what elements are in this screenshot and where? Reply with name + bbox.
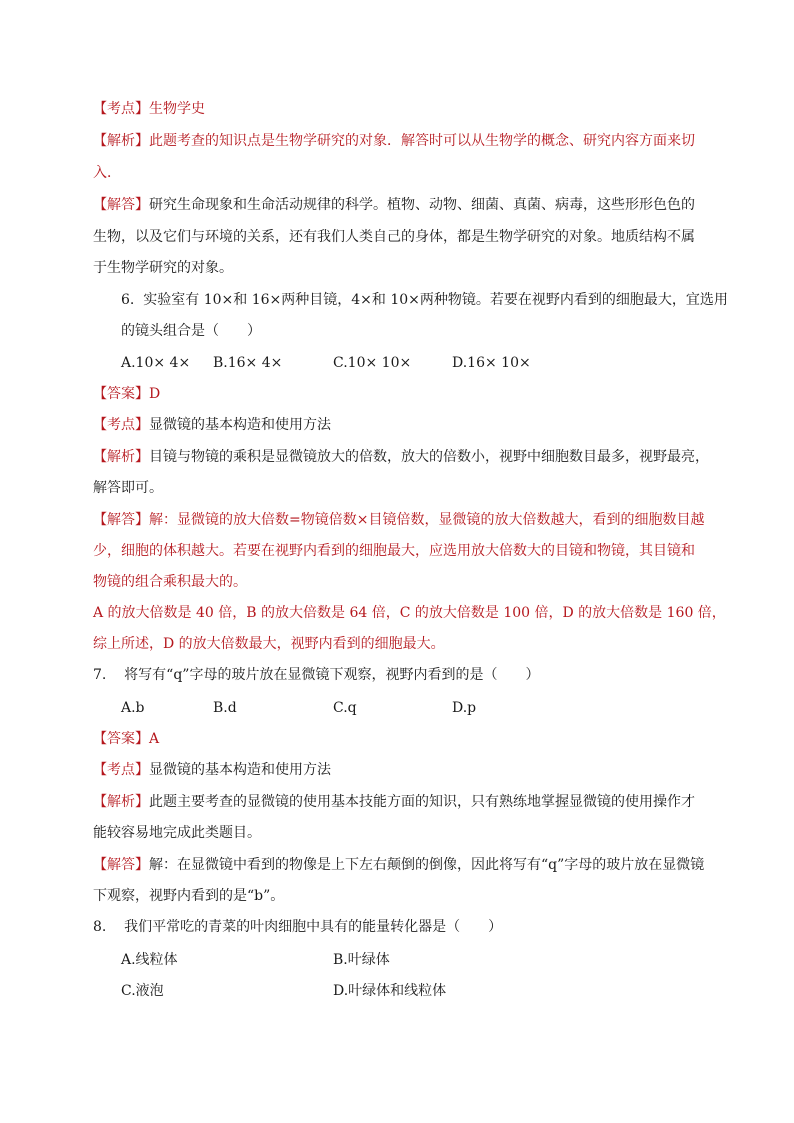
- jieda-tag: 【解答】: [93, 857, 149, 873]
- q7-stem-text: 将写有“q”字母的玻片放在显微镜下观察，视野内看到的是（ ）: [124, 667, 540, 683]
- q7-option-a: A.b: [121, 700, 145, 716]
- q6-jieda-line5: 综上所述，D 的放大倍数最大，视野内看到的细胞最大。: [93, 636, 445, 652]
- q6-stem-line2: 的镜头组合是（ ）: [121, 323, 261, 339]
- q8-stem: [93, 917, 502, 937]
- q7-jieda-line2: 下观察，视野内看到的是“b”。: [93, 888, 285, 904]
- q8-stem-text: 我们平常吃的青菜的叶肉细胞中具有的能量转化器是（ ）: [124, 919, 503, 935]
- q7-kaodian: [93, 760, 331, 780]
- q5-jieda-line2: 生物，以及它们与环境的关系，还有我们人类自己的身体，都是生物学研究的对象。地质结构不属: [93, 229, 695, 245]
- q7-option-b: B.d: [213, 700, 237, 716]
- q6-jieda-line3: 物镜的组合乘积最大的。: [93, 574, 247, 590]
- kaodian-tag: 【考点】: [93, 417, 149, 433]
- q8-option-a: A.线粒体: [121, 952, 178, 968]
- kaodian-text: 生物学史: [149, 101, 205, 117]
- jiexi-line1: 此题考查的知识点是生物学研究的对象．解答时可以从生物学的概念、研究内容方面来切: [149, 133, 695, 149]
- q6-stem: [121, 290, 728, 310]
- q6-jieda-line2: 少，细胞的体积越大。若要在视野内看到的细胞最大，应选用放大倍数大的目镜和物镜，其目镜和: [93, 543, 695, 559]
- jiexi-line1: 此题主要考查的显微镜的使用基本技能方面的知识，只有熟练地掌握显微镜的使用操作才: [149, 794, 695, 810]
- kaodian-text: 显微镜的基本构造和使用方法: [149, 417, 331, 433]
- jiexi-line1: 目镜与物镜的乘积是显微镜放大的倍数，放大的倍数小，视野中细胞数目最多，视野最亮，: [149, 449, 709, 465]
- kaodian-tag: 【考点】: [93, 101, 149, 117]
- question-number: 6.: [121, 292, 135, 308]
- jieda-line1: 解：在显微镜中看到的物像是上下左右颠倒的倒像，因此将写有“q”字母的玻片放在显微镜: [149, 857, 705, 873]
- q7-jiexi-line2: 能较容易地完成此类题目。: [93, 825, 261, 841]
- q5-kaodian: [93, 99, 205, 119]
- q6-option-a: A.10× 4×: [121, 355, 191, 371]
- q7-option-c: C.q: [333, 700, 357, 716]
- daan-tag: 【答案】: [93, 731, 149, 747]
- jiexi-tag: 【解析】: [93, 794, 149, 810]
- jieda-line1: 解：显微镜的放大倍数=物镜倍数×目镜倍数，显微镜的放大倍数越大，看到的细胞数目越: [149, 512, 705, 528]
- q5-jiexi: [93, 131, 695, 151]
- q6-option-b: B.16× 4×: [213, 355, 283, 371]
- q8-option-b: B.叶绿体: [333, 952, 390, 968]
- q6-daan: [93, 384, 160, 404]
- kaodian-text: 显微镜的基本构造和使用方法: [149, 762, 331, 778]
- question-number: 7.: [93, 667, 107, 683]
- daan-text: A: [149, 731, 160, 747]
- q8-option-c: C.液泡: [121, 983, 164, 999]
- q5-jieda: [93, 195, 695, 215]
- kaodian-tag: 【考点】: [93, 762, 149, 778]
- q6-stem-line1: 实验室有 10×和 16×两种目镜，4×和 10×两种物镜。若要在视野内看到的细胞最大，宜选用: [143, 292, 728, 308]
- q7-jieda: [93, 855, 704, 875]
- q7-option-d: D.p: [452, 700, 477, 716]
- q6-jieda-line4: A 的放大倍数是 40 倍，B 的放大倍数是 64 倍，C 的放大倍数是 100 倍，D 的放大倍数是 160 倍，: [93, 605, 726, 621]
- daan-text: D: [149, 386, 161, 402]
- q6-option-d: D.16× 10×: [452, 355, 531, 371]
- jieda-tag: 【解答】: [93, 197, 149, 213]
- q5-jiexi-line2: 入．: [93, 165, 121, 181]
- q6-option-c: C.10× 10×: [333, 355, 412, 371]
- jieda-line1: 研究生命现象和生命活动规律的科学。植物、动物、细菌、真菌、病毒，这些形形色色的: [149, 197, 695, 213]
- jiexi-tag: 【解析】: [93, 133, 149, 149]
- question-number: 8.: [93, 919, 107, 935]
- daan-tag: 【答案】: [93, 386, 149, 402]
- q6-jiexi: [93, 447, 709, 467]
- q6-kaodian: [93, 415, 331, 435]
- jiexi-tag: 【解析】: [93, 449, 149, 465]
- q7-stem: [93, 665, 539, 685]
- q7-daan: [93, 729, 159, 749]
- q6-jieda: [93, 510, 704, 530]
- jieda-tag: 【解答】: [93, 512, 149, 528]
- q8-option-d: D.叶绿体和线粒体: [333, 983, 447, 999]
- q7-jiexi: [93, 792, 695, 812]
- q6-jiexi-line2: 解答即可。: [93, 480, 163, 496]
- q5-jieda-line3: 于生物学研究的对象。: [93, 260, 233, 276]
